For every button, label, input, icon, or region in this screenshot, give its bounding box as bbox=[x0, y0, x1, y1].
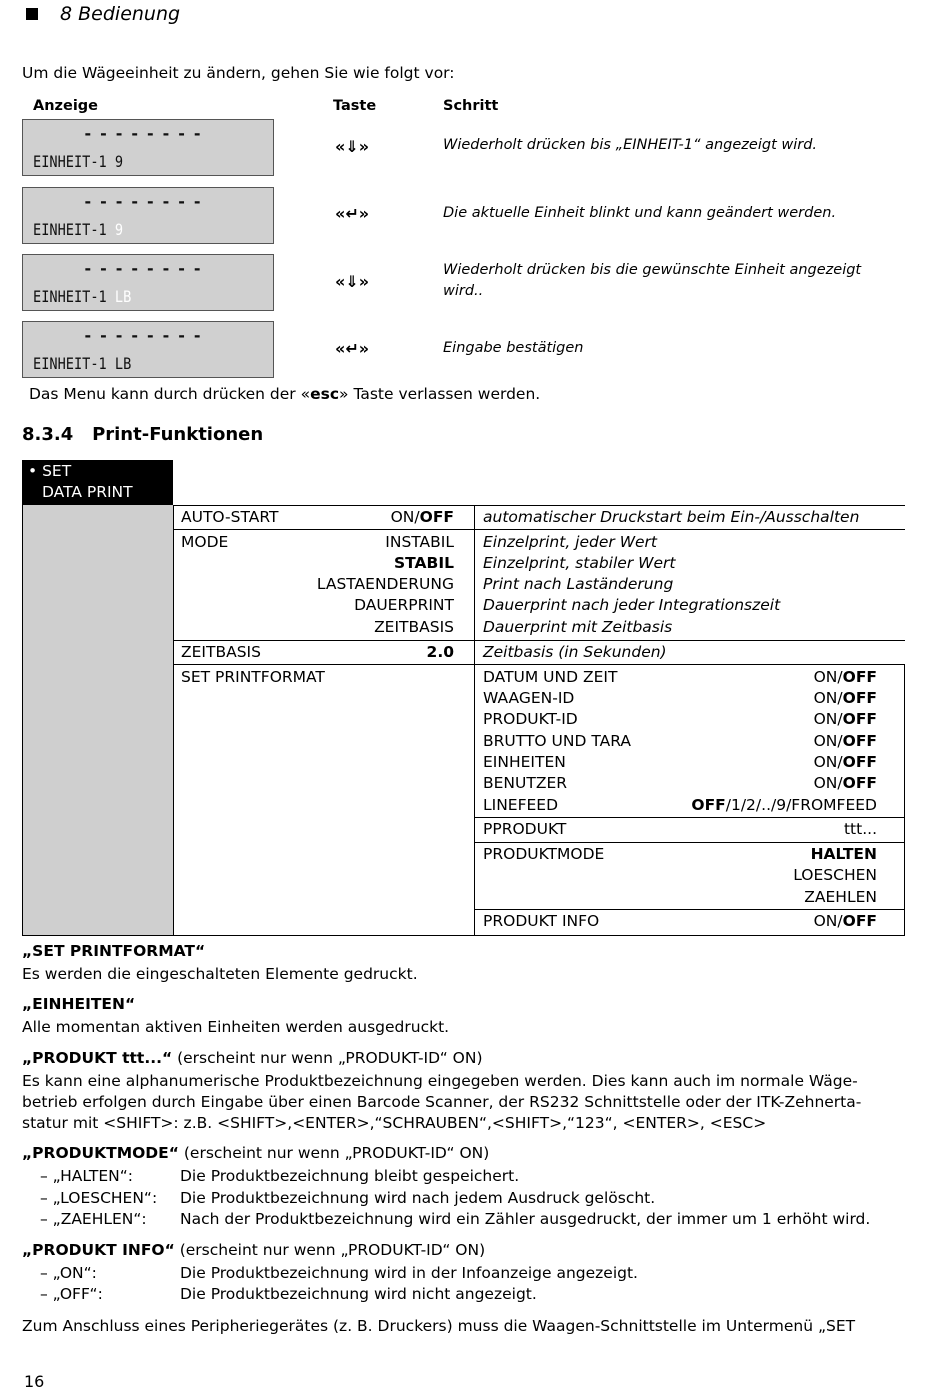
down-key-icon: «⇓» bbox=[335, 137, 370, 156]
lcd-dashes: -------- bbox=[83, 124, 209, 143]
list-key: – „OFF“: bbox=[40, 1285, 103, 1303]
lcd-display bbox=[22, 187, 274, 244]
printformat-option: ON/OFF bbox=[813, 753, 877, 771]
menu-grey-column bbox=[22, 505, 173, 936]
enter-key-icon: «↵» bbox=[335, 204, 370, 223]
lcd-text: EINHEIT-1 9 bbox=[33, 152, 124, 171]
printformat-option: ON/OFF bbox=[813, 912, 877, 930]
note-title: „EINHEITEN“ bbox=[22, 995, 136, 1013]
lcd-text: EINHEIT-1 LB bbox=[33, 354, 132, 373]
step-text: Wiederholt drücken bis die gewünschte Einheit angezeigt bbox=[443, 262, 862, 278]
section-marker-icon bbox=[26, 8, 38, 20]
menu-item-printformat: SET PRINTFORMAT bbox=[181, 668, 325, 686]
section-title: 8.3.4 Print-Funktionen bbox=[22, 424, 264, 445]
printformat-item: DATUM UND ZEIT bbox=[483, 668, 618, 686]
list-value: Nach der Produktbezeichnung wird ein Zähler ausgedruckt, der immer um 1 erhöht wird. bbox=[180, 1210, 871, 1228]
note-title: „PRODUKTMODE“ (erscheint nur wenn „PRODUKT-ID“ ON) bbox=[22, 1144, 490, 1162]
down-key-icon: «⇓» bbox=[335, 272, 370, 291]
note-title: „PRODUKT ttt...“ (erscheint nur wenn „PRODUKT-ID“ ON) bbox=[22, 1049, 483, 1067]
printformat-option: ON/OFF bbox=[813, 774, 877, 792]
step-text: Wiederholt drücken bis „EINHEIT-1“ angezeigt wird. bbox=[443, 137, 818, 153]
page-number: 16 bbox=[24, 1372, 45, 1391]
menu-item-mode: MODE bbox=[181, 533, 229, 551]
menu-item-autostart: AUTO-START bbox=[181, 508, 279, 526]
lcd-display bbox=[22, 254, 274, 311]
list-value: Die Produktbezeichnung wird in der Infoanzeige angezeigt. bbox=[180, 1264, 638, 1282]
mode-desc: Print nach Laständerung bbox=[483, 575, 674, 593]
printformat-item: PRODUKT INFO bbox=[483, 912, 600, 930]
printformat-option: ttt... bbox=[843, 820, 877, 838]
list-key: – „HALTEN“: bbox=[40, 1167, 134, 1185]
printformat-option: LOESCHEN bbox=[793, 866, 877, 884]
lcd-dashes: -------- bbox=[83, 326, 209, 345]
mode-option: LASTAENDERUNG bbox=[316, 575, 454, 593]
printformat-item: BENUTZER bbox=[483, 774, 568, 792]
list-key: – „ZAEHLEN“: bbox=[40, 1210, 147, 1228]
mode-desc: Dauerprint mit Zeitbasis bbox=[483, 618, 673, 636]
zeitbasis-value: 2.0 bbox=[426, 643, 454, 661]
note-text: Zum Anschluss eines Peripheriegerätes (z. B. Druckers) muss die Waagen-Schnittstelle im Untermenü „SET bbox=[22, 1317, 856, 1335]
printformat-item: EINHEITEN bbox=[483, 753, 566, 771]
list-value: Die Produktbezeichnung bleibt gespeichert. bbox=[180, 1167, 520, 1185]
printformat-item: WAAGEN-ID bbox=[483, 689, 575, 707]
intro-text: Um die Wägeeinheit zu ändern, gehen Sie wie folgt vor: bbox=[22, 64, 455, 82]
lcd-text: EINHEIT-1 LB bbox=[33, 287, 132, 306]
col-step-header: Schritt bbox=[443, 98, 499, 114]
list-key: – „ON“: bbox=[40, 1264, 97, 1282]
printformat-option: HALTEN bbox=[810, 845, 877, 863]
menu-item-zeitbasis: ZEITBASIS bbox=[181, 643, 261, 661]
step-text: Eingabe bestätigen bbox=[443, 340, 584, 356]
printformat-item: PRODUKTMODE bbox=[483, 845, 605, 863]
printformat-option: OFF/1/2/../9/FROMFEED bbox=[691, 796, 877, 814]
note-text: Es kann eine alphanumerische Produktbezeichnung eingegeben werden. Dies kann auch im normale Wäge- bbox=[22, 1072, 858, 1090]
mode-desc: Einzelprint, jeder Wert bbox=[483, 533, 658, 551]
menu-root-label: DATA PRINT bbox=[42, 483, 133, 501]
printformat-item: LINEFEED bbox=[483, 796, 559, 814]
lcd-dashes: -------- bbox=[83, 192, 209, 211]
autostart-options: ON/OFF bbox=[390, 508, 454, 526]
exit-note: Das Menu kann durch drücken der «esc» Taste verlassen werden. bbox=[29, 385, 541, 403]
step-text: Die aktuelle Einheit blinkt und kann geändert werden. bbox=[443, 205, 837, 221]
list-value: Die Produktbezeichnung wird nicht angezeigt. bbox=[180, 1285, 537, 1303]
mode-option: DAUERPRINT bbox=[354, 596, 454, 614]
mode-option: INSTABIL bbox=[385, 533, 454, 551]
lcd-display bbox=[22, 321, 274, 378]
mode-option: ZEITBASIS bbox=[374, 618, 454, 636]
printformat-option: ON/OFF bbox=[813, 710, 877, 728]
menu-root-label: • SET bbox=[28, 462, 72, 480]
zeitbasis-desc: Zeitbasis (in Sekunden) bbox=[483, 643, 667, 661]
printformat-item: PPRODUKT bbox=[483, 820, 567, 838]
step-text: wird.. bbox=[443, 283, 484, 299]
note-title: „SET PRINTFORMAT“ bbox=[22, 942, 206, 960]
lcd-display bbox=[22, 119, 274, 176]
autostart-desc: automatischer Druckstart beim Ein-/Ausschalten bbox=[483, 508, 860, 526]
note-text: Alle momentan aktiven Einheiten werden ausgedruckt. bbox=[22, 1018, 450, 1036]
lcd-dashes: -------- bbox=[83, 259, 209, 278]
col-display-header: Anzeige bbox=[33, 98, 99, 114]
printformat-option: ON/OFF bbox=[813, 732, 877, 750]
mode-desc: Einzelprint, stabiler Wert bbox=[483, 554, 676, 572]
mode-desc: Dauerprint nach jeder Integrationszeit bbox=[483, 596, 781, 614]
note-text: betrieb erfolgen durch Eingabe über einen Barcode Scanner, der RS232 Schnittstelle oder der ITK-Zehnerta- bbox=[22, 1093, 862, 1111]
running-header: 8 Bedienung bbox=[60, 3, 181, 25]
printformat-option: ON/OFF bbox=[813, 689, 877, 707]
note-title: „PRODUKT INFO“ (erscheint nur wenn „PRODUKT-ID“ ON) bbox=[22, 1241, 486, 1259]
note-text: Es werden die eingeschalteten Elemente gedruckt. bbox=[22, 965, 418, 983]
note-text: statur mit <SHIFT>: z.B. <SHIFT>,<ENTER>,“SCHRAUBEN“,<SHIFT>,“123“, <ENTER>, <ESC> bbox=[22, 1114, 767, 1132]
list-value: Die Produktbezeichnung wird nach jedem Ausdruck gelöscht. bbox=[180, 1189, 656, 1207]
printformat-item: BRUTTO UND TARA bbox=[483, 732, 631, 750]
printformat-item: PRODUKT-ID bbox=[483, 710, 578, 728]
col-key-header: Taste bbox=[333, 98, 377, 114]
printformat-option: ZAEHLEN bbox=[804, 888, 877, 906]
list-key: – „LOESCHEN“: bbox=[40, 1189, 158, 1207]
enter-key-icon: «↵» bbox=[335, 339, 370, 358]
printformat-option: ON/OFF bbox=[813, 668, 877, 686]
lcd-text: EINHEIT-1 9 bbox=[33, 220, 124, 239]
mode-option: STABIL bbox=[394, 554, 454, 572]
